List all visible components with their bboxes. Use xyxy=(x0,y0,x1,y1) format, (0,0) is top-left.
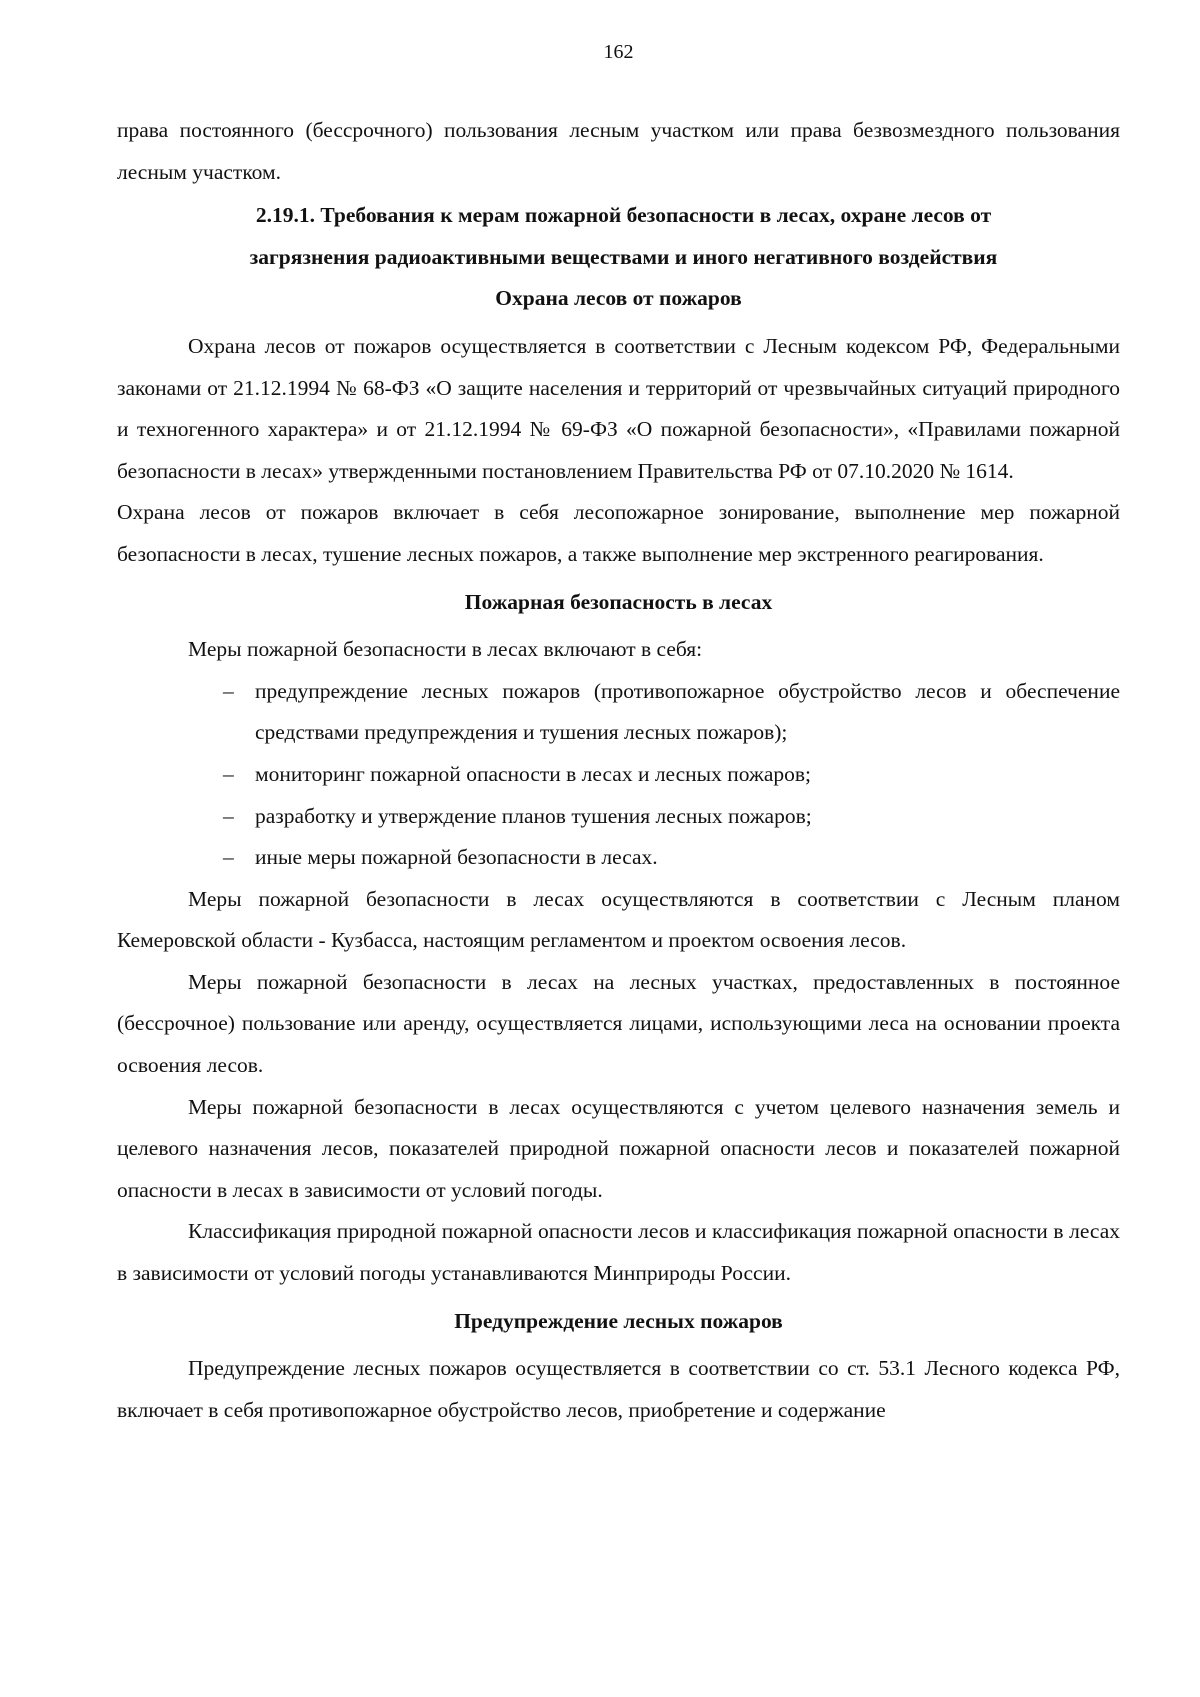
paragraph-lease-holders: Меры пожарной безопасности в лесах на лесных участках, предоставленных в постоянное (бессрочное) пользование или аренду, осуществляется лицами, использующими леса на основании проекта освоения лесов. xyxy=(117,969,1120,1078)
list-item xyxy=(117,837,1120,879)
list-item xyxy=(117,796,1120,838)
paragraph-fire-protection-scope: Охрана лесов от пожаров включает в себя лесопожарное зонирование, выполнение мер пожарной безопасности в лесах, тушение лесных пожаров, а также выполнение мер экстренного реагирования. xyxy=(117,500,1120,566)
paragraph-fire-protection-law: Охрана лесов от пожаров осуществляется в соответствии с Лесным кодексом РФ, Федеральными законами от 21.12.1994 № 68-ФЗ «О защите населения и территорий от чрезвычайных ситуаций природного и техногенного характера» и от 21.12.1994 № 69-ФЗ «О пожарной безопасности», «Правилами пожарной безопасности в лесах» утвержденными постановлением Правительства РФ от 07.10.2020 № 1614. xyxy=(117,333,1120,483)
list-item-text: предупреждение лесных пожаров (противопожарное обустройство лесов и обеспечение средствами предупреждения и тушения лесных пожаров); xyxy=(255,678,1120,745)
list-item xyxy=(117,754,1120,796)
section-heading xyxy=(117,195,1120,278)
list-item-text: мониторинг пожарной опасности в лесах и лесных пожаров; xyxy=(255,761,811,786)
list-item-text: разработку и утверждение планов тушения лесных пожаров; xyxy=(255,803,812,828)
list-marker: – xyxy=(223,845,234,870)
subheading-fire-safety: Пожарная безопасность в лесах xyxy=(464,589,773,614)
list-marker: – xyxy=(223,761,234,786)
page-content xyxy=(117,110,1120,1431)
paragraph-classification: Классификация природной пожарной опасности лесов и классификация пожарной опасности в лесах в зависимости от условий погоды устанавливаются Минприроды России. xyxy=(117,1219,1120,1286)
list-item-text: иные меры пожарной безопасности в лесах. xyxy=(255,845,658,870)
page-number: 162 xyxy=(603,41,634,63)
paragraph-forest-plan: Меры пожарной безопасности в лесах осуществляются в соответствии с Лесным планом Кемеровской области - Кузбасса, настоящим регламентом и проектом освоения лесов. xyxy=(117,886,1120,953)
paragraph-continuation: права постоянного (бессрочного) пользования лесным участком или права безвозмездного пользования лесным участком. xyxy=(117,118,1120,184)
section-heading-line-2: загрязнения радиоактивными веществами и иного негативного воздействия xyxy=(249,244,998,269)
paragraph-fire-prevention: Предупреждение лесных пожаров осуществляется в соответствии со ст. 53.1 Лесного кодекса РФ, включает в себя противопожарное обустройство лесов, приобретение и содержание xyxy=(117,1356,1120,1422)
list-marker: – xyxy=(223,678,234,703)
subheading-fire-prevention: Предупреждение лесных пожаров xyxy=(454,1308,783,1333)
section-heading-line-1: 2.19.1. Требования к мерам пожарной безопасности в лесах, охране лесов от xyxy=(255,203,992,228)
list-marker: – xyxy=(223,803,234,828)
list-item xyxy=(117,671,1120,754)
subheading-fire-protection: Охрана лесов от пожаров xyxy=(495,286,742,311)
fire-safety-measures-list xyxy=(117,671,1120,879)
paragraph-target-purpose: Меры пожарной безопасности в лесах осуществляются с учетом целевого назначения земель и целевого назначения лесов, показателей природной пожарной опасности лесов и показателей пожарной опасности в лесах в зависимости от условий погоды. xyxy=(117,1094,1120,1202)
paragraph-fire-safety-intro: Меры пожарной безопасности в лесах включают в себя: xyxy=(188,637,703,662)
